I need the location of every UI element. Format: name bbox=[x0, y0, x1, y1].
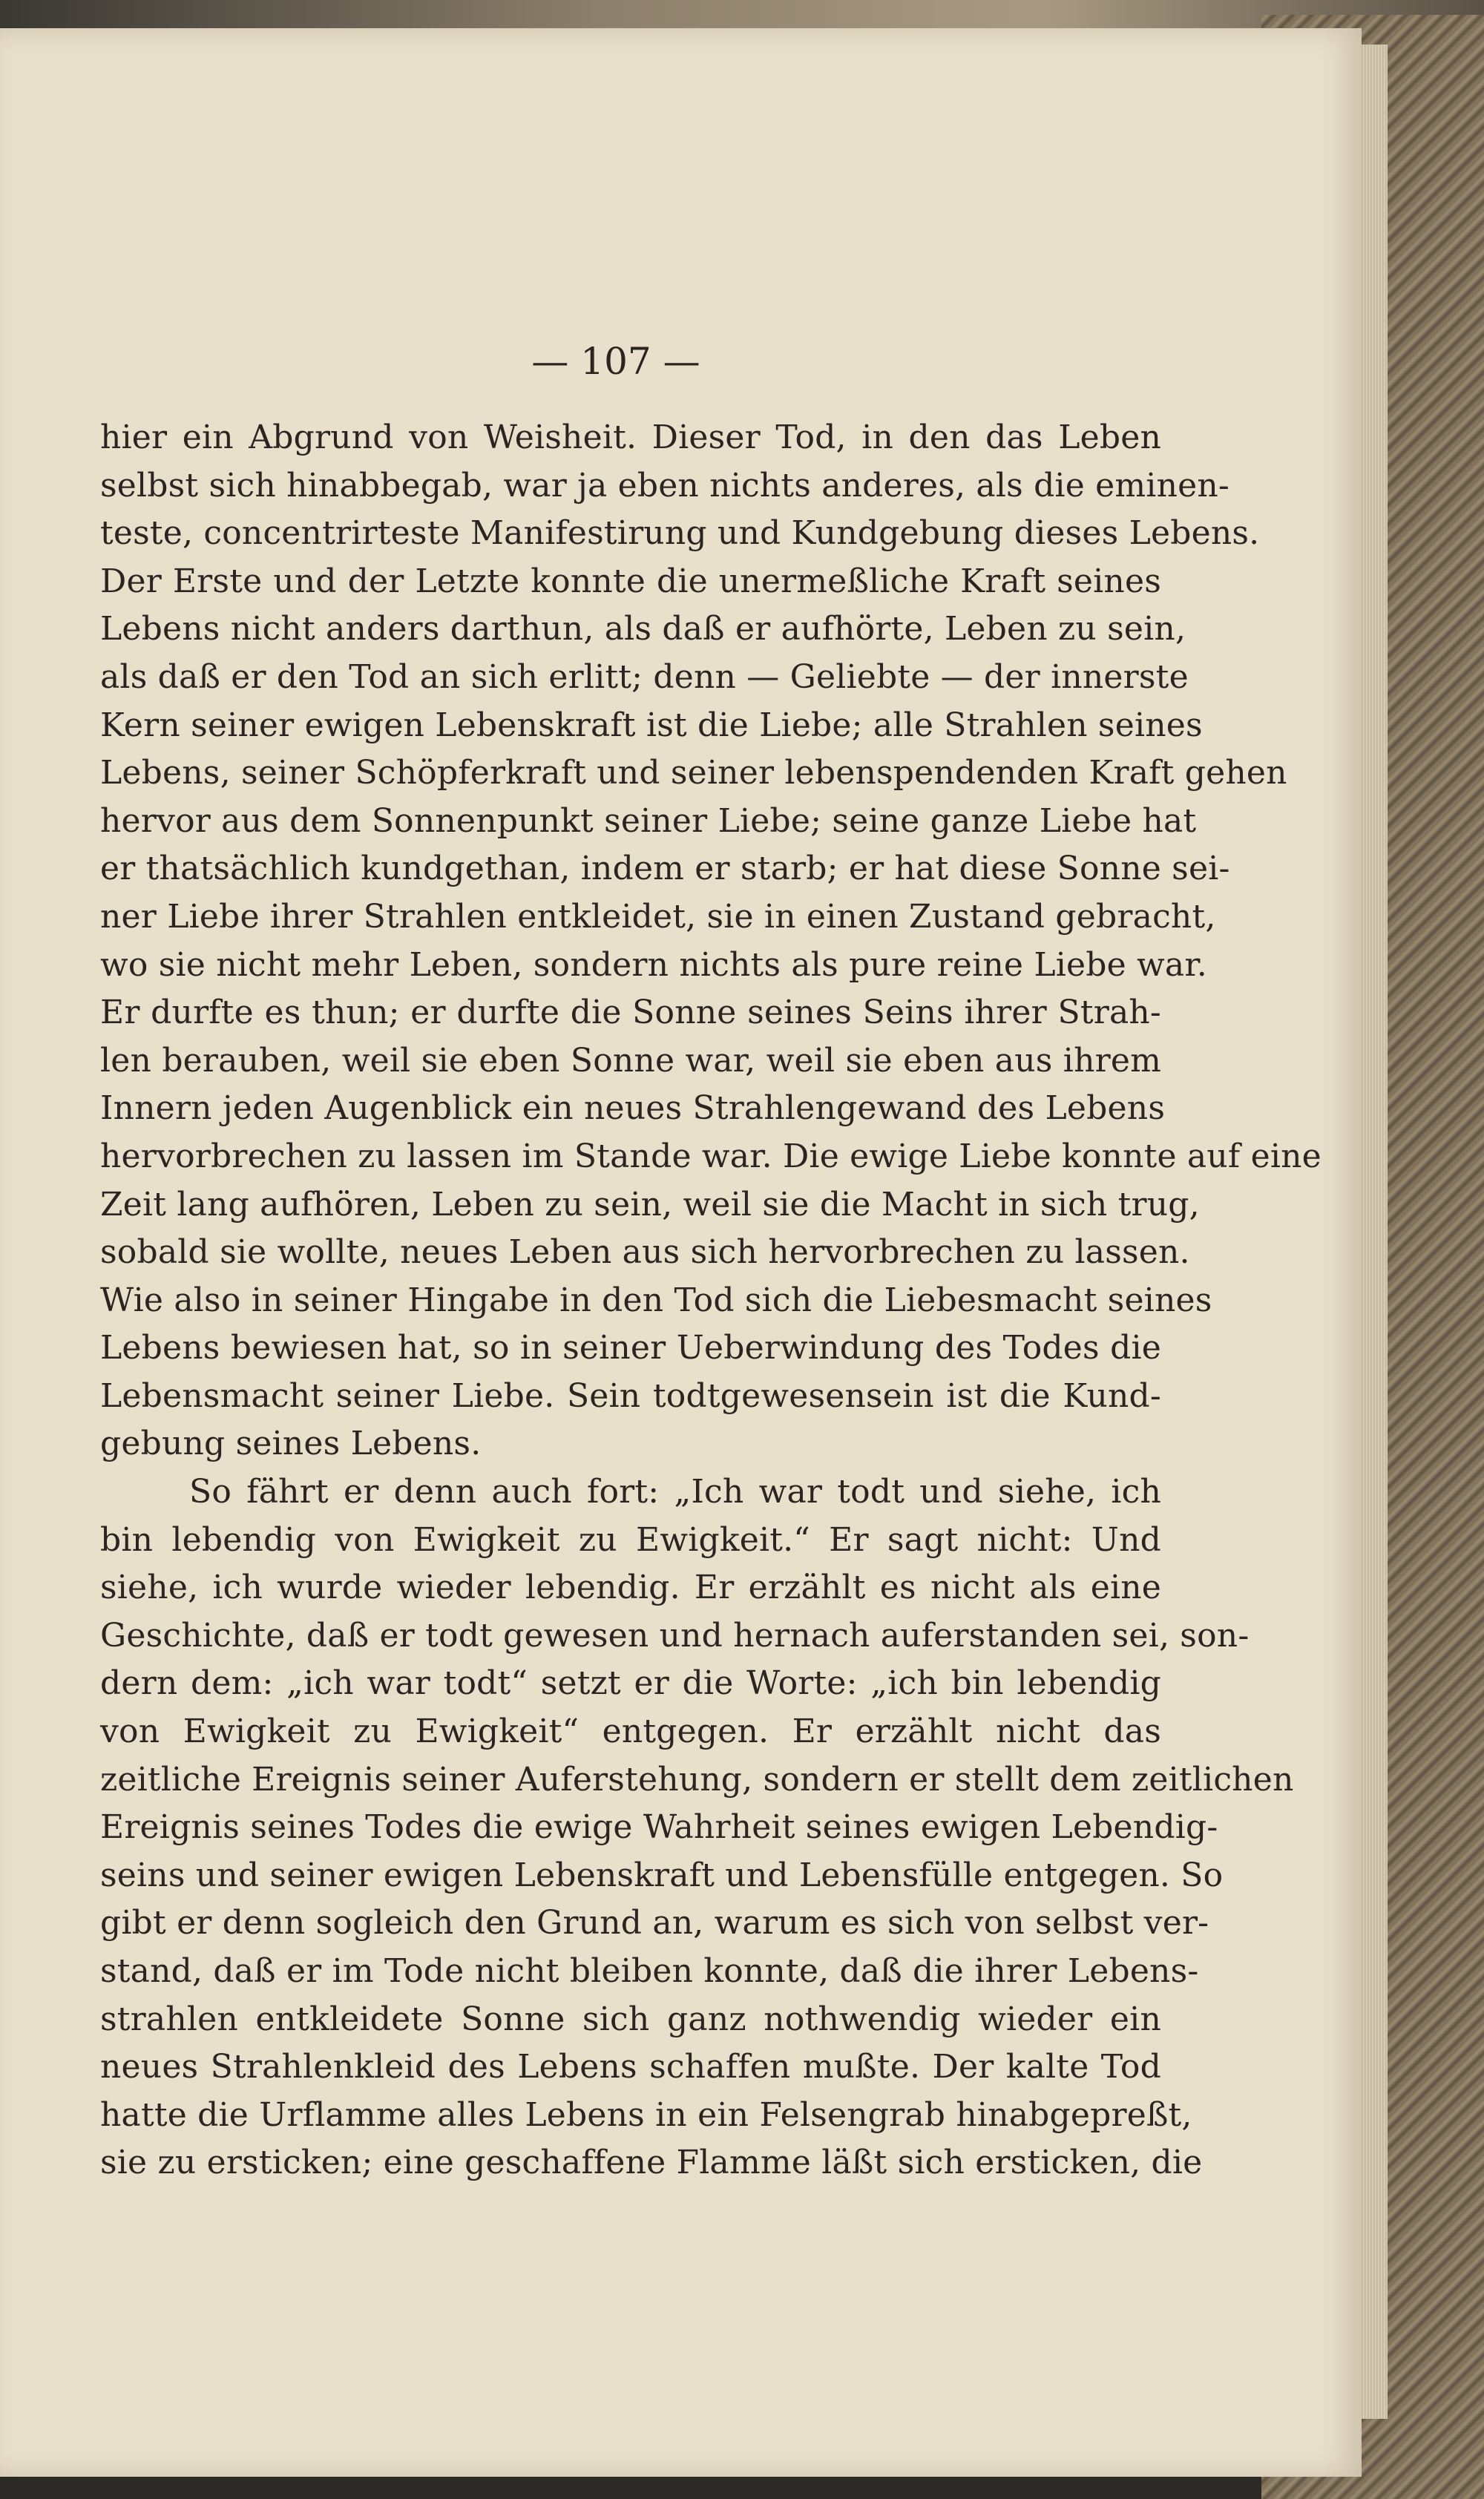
text-line: Kern seiner ewigen Lebenskraft ist die Liebe; alle Strahlen seines bbox=[100, 706, 1203, 744]
page-text bbox=[100, 414, 1322, 2187]
text-line: Ereignis seines Todes die ewige Wahrheit seines ewigen Lebendig- bbox=[100, 1808, 1218, 1847]
text-line: Lebens bewiesen hat, so in seiner Ueberwindung des Todes die bbox=[100, 1329, 1161, 1367]
text-line: hervor aus dem Sonnenpunkt seiner Liebe; seine ganze Liebe hat bbox=[100, 801, 1197, 840]
text-line: neues Strahlenkleid des Lebens schaffen mußte. Der kalte Tod bbox=[100, 2048, 1161, 2086]
text-line: bin lebendig von Ewigkeit zu Ewigkeit.“ Er sagt nicht: Und bbox=[100, 1520, 1161, 1559]
text-line: strahlen entkleidete Sonne sich ganz nothwendig wieder ein bbox=[100, 2000, 1161, 2038]
text-line: Lebens, seiner Schöpferkraft und seiner lebenspendenden Kraft gehen bbox=[100, 754, 1287, 792]
text-line: von Ewigkeit zu Ewigkeit“ entgegen. Er erzählt nicht das bbox=[100, 1712, 1161, 1751]
text-line: Innern jeden Augenblick ein neues Strahlengewand des Lebens bbox=[100, 1089, 1166, 1128]
text-line: So fährt er denn auch fort: „Ich war todt und siehe, ich bbox=[189, 1473, 1161, 1511]
text-line: dern dem: „ich war todt“ setzt er die Worte: „ich bin lebendig bbox=[100, 1664, 1161, 1703]
text-line: stand, daß er im Tode nicht bleiben konnte, daß die ihrer Lebens- bbox=[100, 1952, 1199, 1990]
text-line: Geschichte, daß er todt gewesen und hernach auferstanden sei, son- bbox=[100, 1616, 1250, 1655]
text-line: Wie also in seiner Hingabe in den Tod sich die Liebesmacht seines bbox=[100, 1281, 1212, 1319]
text-line: len berauben, weil sie eben Sonne war, weil sie eben aus ihrem bbox=[100, 1041, 1161, 1080]
text-line: sie zu ersticken; eine geschaffene Flamme läßt sich ersticken, die bbox=[100, 2144, 1203, 2182]
text-line: siehe, ich wurde wieder lebendig. Er erzählt es nicht als eine bbox=[100, 1569, 1161, 1607]
text-line: als daß er den Tod an sich erlitt; denn — Geliebte — der innerste bbox=[100, 657, 1189, 696]
text-line: teste, concentrirteste Manifestirung und Kundgebung dieses Lebens. bbox=[100, 514, 1260, 553]
text-line: ner Liebe ihrer Strahlen entkleidet, sie in einen Zustand gebracht, bbox=[100, 897, 1216, 936]
text-line: seins und seiner ewigen Lebenskraft und Lebensfülle entgegen. So bbox=[100, 1856, 1224, 1894]
text-line: zeitliche Ereignis seiner Auferstehung, sondern er stellt dem zeitlichen bbox=[100, 1760, 1294, 1799]
text-line: Der Erste und der Letzte konnte die unermeßliche Kraft seines bbox=[100, 562, 1161, 600]
text-line: Lebens nicht anders darthun, als daß er aufhörte, Leben zu sein, bbox=[100, 610, 1186, 648]
text-line: gebung seines Lebens. bbox=[100, 1425, 482, 1463]
text-line: sobald sie wollte, neues Leben aus sich hervorbrechen zu lassen. bbox=[100, 1233, 1190, 1272]
book-page bbox=[0, 28, 1362, 2477]
page-number: — 107 — bbox=[531, 340, 700, 383]
text-line: Lebensmacht seiner Liebe. Sein todtgewesensein ist die Kund- bbox=[100, 1376, 1161, 1415]
text-line: Er durfte es thun; er durfte die Sonne seines Seins ihrer Strah- bbox=[100, 994, 1161, 1032]
text-line: wo sie nicht mehr Leben, sondern nichts als pure reine Liebe war. bbox=[100, 945, 1207, 984]
text-line: hervorbrechen zu lassen im Stande war. Die ewige Liebe konnte auf eine bbox=[100, 1137, 1322, 1175]
page-edges bbox=[1358, 45, 1388, 2419]
text-line: Zeit lang aufhören, Leben zu sein, weil sie die Macht in sich trug, bbox=[100, 1185, 1200, 1224]
text-line: er thatsächlich kundgethan, indem er starb; er hat diese Sonne sei- bbox=[100, 850, 1230, 888]
text-line: hier ein Abgrund von Weisheit. Dieser Tod, in den das Leben bbox=[100, 418, 1161, 456]
text-line: hatte die Urflamme alles Lebens in ein Felsengrab hinabgepreßt, bbox=[100, 2095, 1192, 2134]
text-line: gibt er denn sogleich den Grund an, warum es sich von selbst ver- bbox=[100, 1904, 1209, 1943]
text-line: selbst sich hinabbegab, war ja eben nichts anderes, als die eminen- bbox=[100, 466, 1229, 505]
